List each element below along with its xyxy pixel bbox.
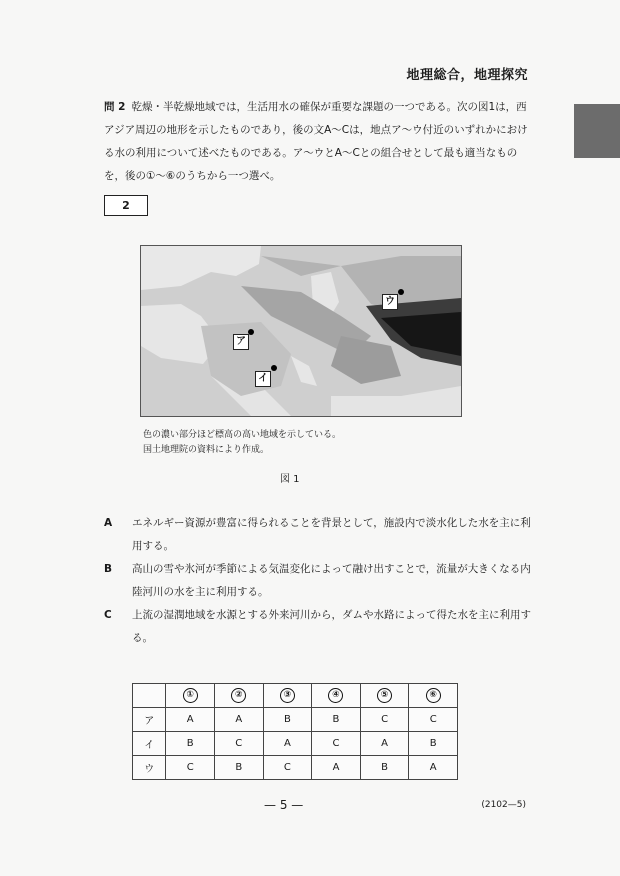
statement-a [104, 512, 532, 558]
table-row [133, 708, 458, 732]
table-cell: A [409, 756, 458, 780]
table-cell: C [263, 756, 312, 780]
table-row [133, 732, 458, 756]
statement-b [104, 558, 532, 604]
statement-key: A [104, 517, 113, 529]
statement-c [104, 604, 532, 650]
caption-line-2: 国土地理院の資料により作成。 [143, 445, 270, 455]
point-a-label: ア [233, 334, 249, 350]
table-cell: A [312, 756, 361, 780]
table-cell: B [263, 708, 312, 732]
statement-key: C [104, 609, 112, 621]
row-label: ウ [133, 756, 166, 780]
point-i-marker [271, 365, 277, 371]
table-cell: C [215, 732, 264, 756]
question-text: 乾燥・半乾燥地域では，生活用水の確保が重要な課題の一つである。次の図1は，西アジア周辺の地形を示したものであり，後の文A～Cは，地点ア～ウ付近のいずれかにおける水の利用について述べたものである。ア～ウとA～Cとの組合せとして最も適当なものを，後の①～⑥のうちから一つ選べ。 [104, 101, 528, 182]
point-u-label: ウ [382, 294, 398, 310]
statement-list [104, 512, 532, 650]
table-corner-cell [133, 684, 166, 708]
table-cell: B [312, 708, 361, 732]
question-number: 問 2 [104, 101, 126, 113]
option-number: ② [231, 688, 246, 703]
page-number: — 5 — [264, 798, 304, 812]
table-cell: B [215, 756, 264, 780]
row-label: イ [133, 732, 166, 756]
point-i-label: イ [255, 371, 271, 387]
option-number: ③ [280, 688, 295, 703]
statement-key: B [104, 563, 113, 575]
side-tab-marker [574, 104, 620, 158]
option-header [166, 684, 215, 708]
point-u-marker [398, 289, 404, 295]
option-header [263, 684, 312, 708]
caption-line-1: 色の濃い部分ほど標高の高い地域を示している。 [143, 430, 342, 440]
table-cell: B [166, 732, 215, 756]
option-number: ④ [328, 688, 343, 703]
option-header [215, 684, 264, 708]
statement-text: エネルギー資源が豊富に得られることを背景として，施設内で淡水化した水を主に利用する。 [132, 517, 531, 552]
subject-header: 地理総合，地理探究 [406, 68, 528, 83]
answer-box: 2 [104, 195, 148, 216]
table-header-row [133, 684, 458, 708]
table-cell: B [360, 756, 409, 780]
relief-map-image [141, 246, 461, 416]
table-row [133, 756, 458, 780]
table-cell: C [312, 732, 361, 756]
row-label: ア [133, 708, 166, 732]
option-header [312, 684, 361, 708]
statement-text: 高山の雪や氷河が季節による気温変化によって融け出すことで，流量が大きくなる内陸河川の水を主に利用する。 [132, 563, 531, 598]
figure-caption [143, 428, 341, 458]
table-cell: C [166, 756, 215, 780]
option-number: ⑥ [426, 688, 441, 703]
page-code: (2102—5) [481, 800, 526, 810]
figure-title: 図 1 [280, 474, 300, 485]
table-cell: B [409, 732, 458, 756]
answer-table [132, 683, 458, 780]
option-header [409, 684, 458, 708]
table-cell: A [263, 732, 312, 756]
option-number: ⑤ [377, 688, 392, 703]
option-number: ① [183, 688, 198, 703]
statement-text: 上流の湿潤地域を水源とする外来河川から，ダムや水路によって得た水を主に利用する。 [132, 609, 531, 644]
relief-map [140, 245, 462, 417]
option-header [360, 684, 409, 708]
table-cell: A [215, 708, 264, 732]
question-block [104, 96, 532, 188]
table-cell: C [409, 708, 458, 732]
table-cell: A [166, 708, 215, 732]
table-cell: C [360, 708, 409, 732]
table-cell: A [360, 732, 409, 756]
